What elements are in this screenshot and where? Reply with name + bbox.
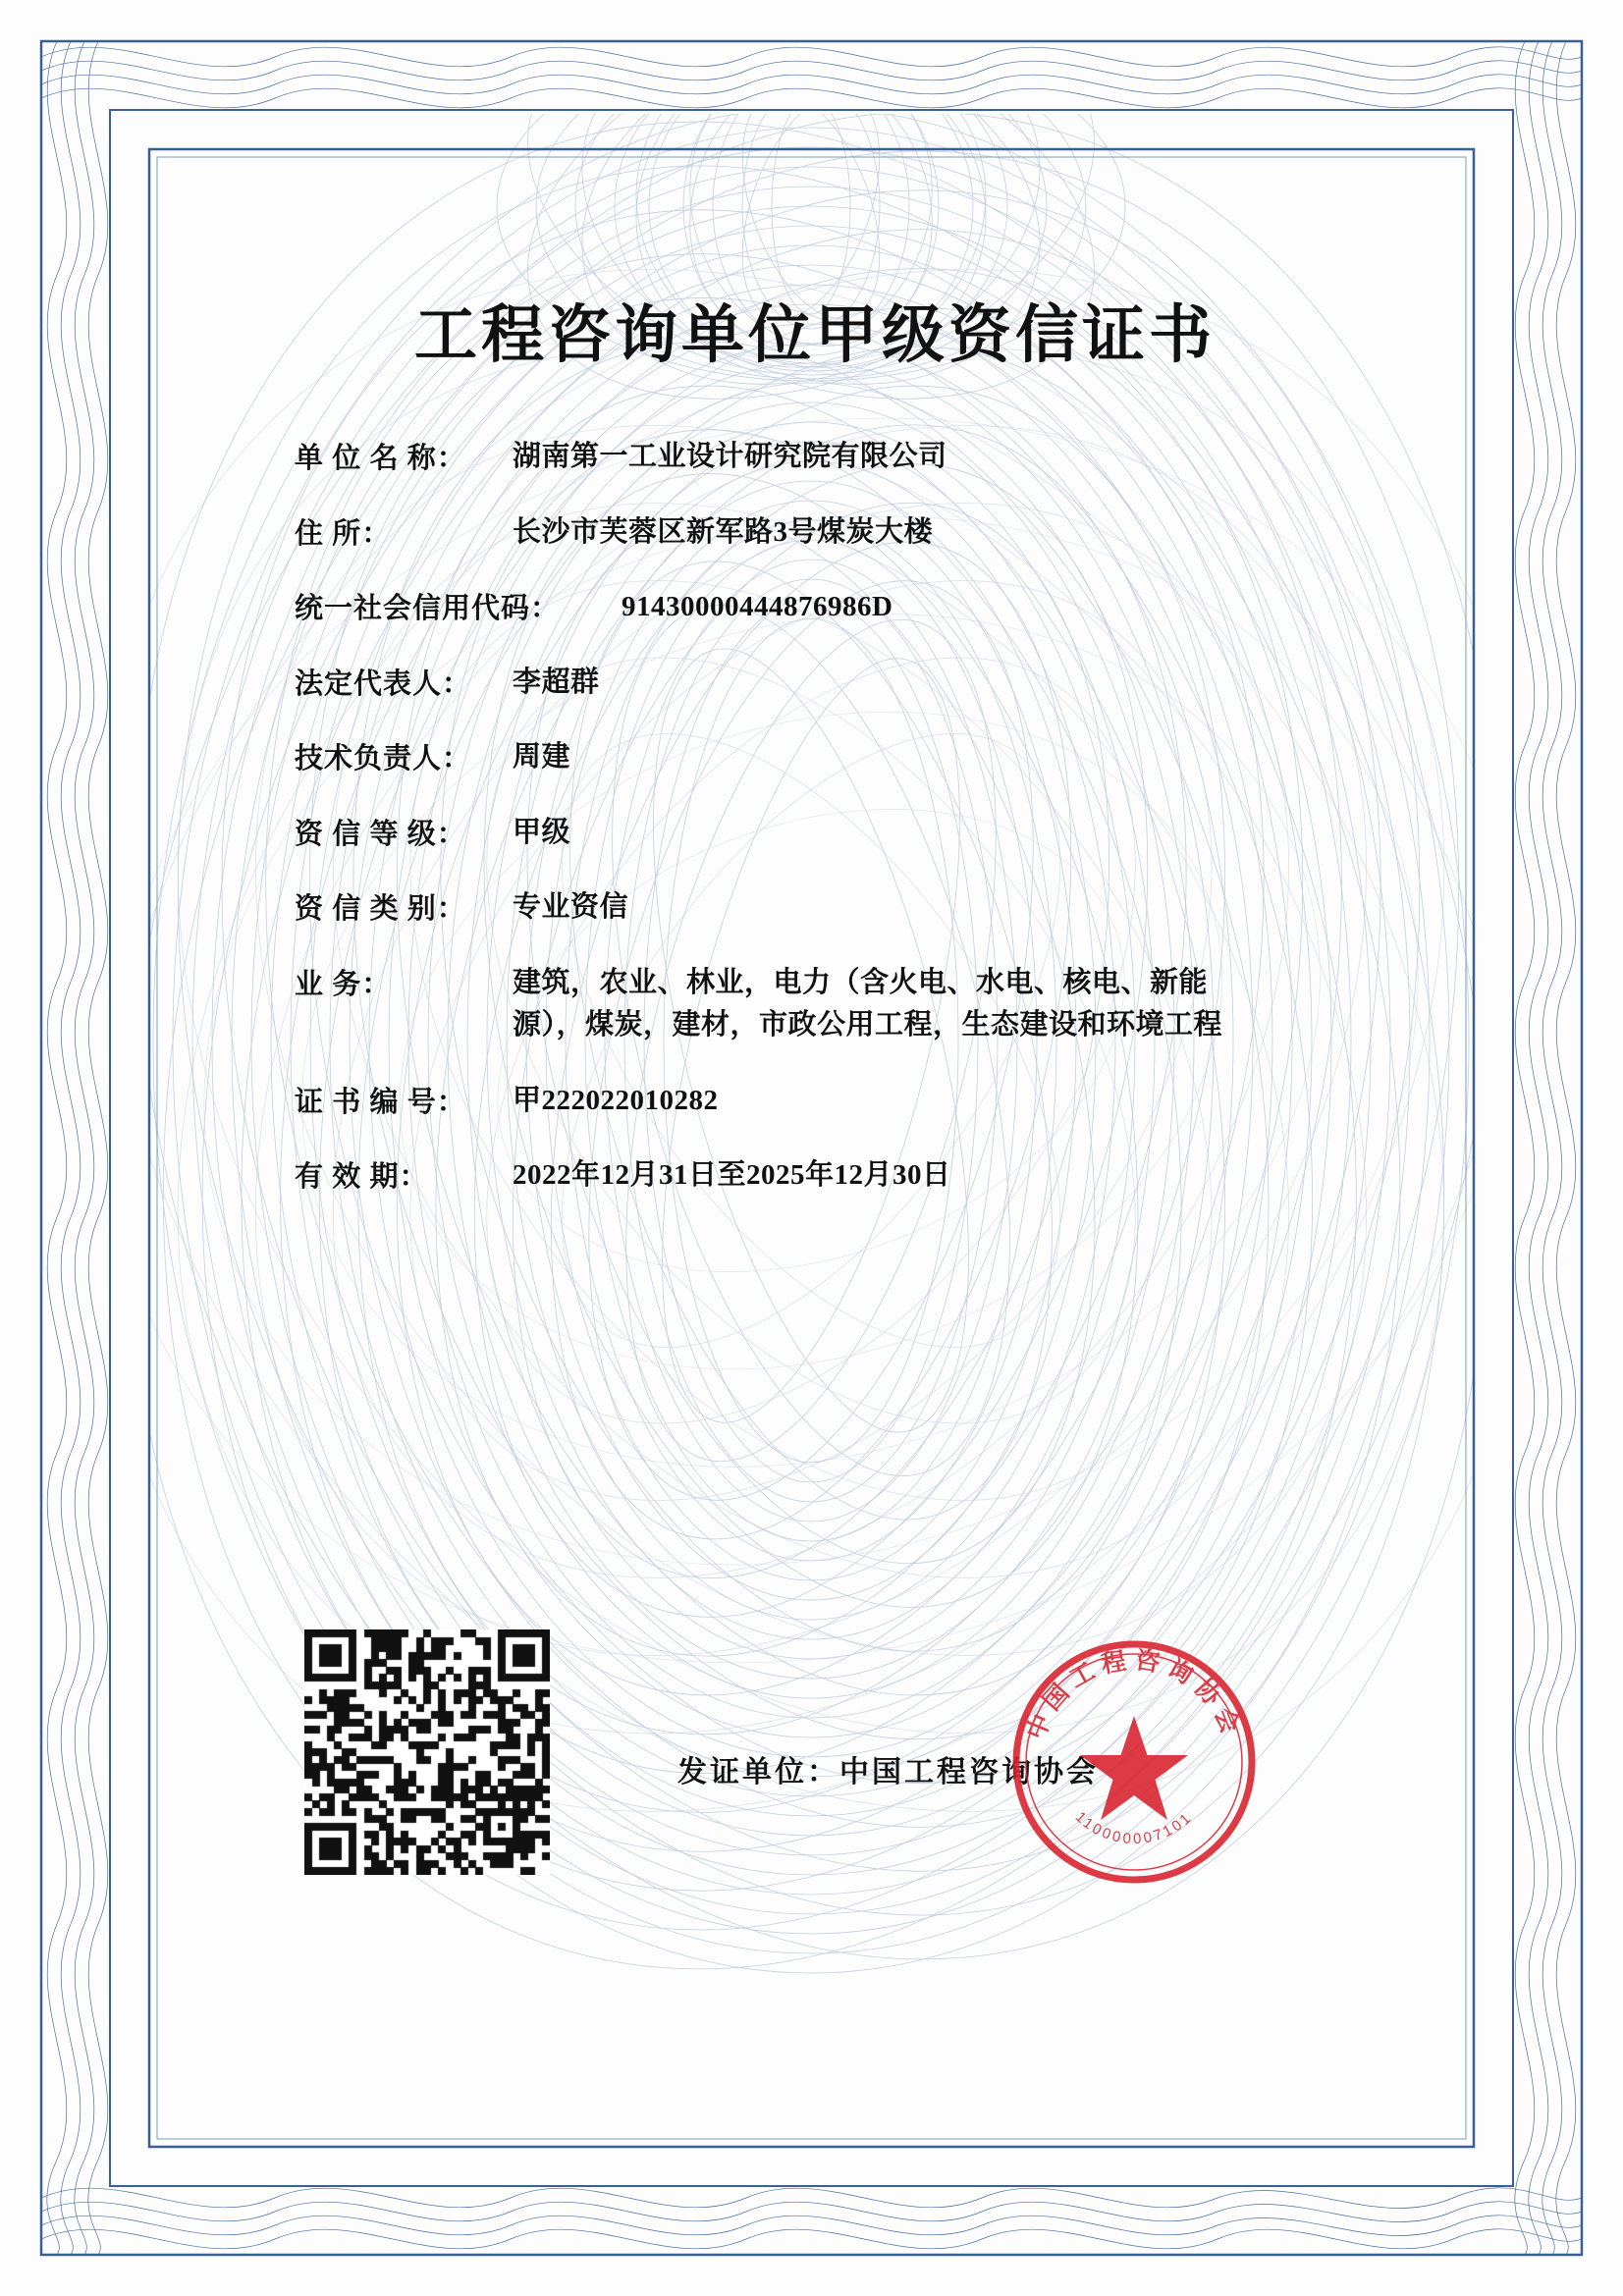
field-company-name bbox=[295, 436, 1443, 479]
field-label: 单 位 名 称： bbox=[295, 443, 466, 474]
field-list bbox=[295, 436, 1443, 1198]
field-label: 证 书 编 号： bbox=[295, 1086, 466, 1118]
issuer-label: 发证单位： bbox=[677, 1756, 839, 1789]
field-business-scope bbox=[295, 962, 1443, 1047]
field-credit-category bbox=[295, 886, 1443, 930]
field-label: 法定代表人： bbox=[295, 667, 472, 700]
seal-top-text bbox=[0, 0, 1, 1]
field-value: 2022年12月31日至2025年12月30日 bbox=[513, 1159, 951, 1191]
official-seal bbox=[1001, 1629, 1267, 1895]
field-label: 有 效 期： bbox=[295, 1161, 429, 1193]
field-credit-grade bbox=[295, 812, 1443, 855]
field-value: 长沙市芙蓉区新军路3号煤炭大楼 bbox=[513, 515, 934, 548]
field-technical-director bbox=[295, 736, 1443, 779]
field-label: 业 务： bbox=[295, 968, 392, 1000]
field-value: 91430000444876986D bbox=[622, 591, 893, 622]
field-address bbox=[295, 511, 1443, 555]
page-title: 工程咨询单位甲级资信证书 bbox=[414, 300, 1216, 370]
svg-text:110000007101: 110000007101 bbox=[1071, 1808, 1197, 1848]
seal-bottom-text bbox=[0, 0, 1, 1]
field-legal-representative bbox=[295, 662, 1443, 705]
field-value: 李超群 bbox=[513, 666, 600, 698]
qr-code[interactable] bbox=[304, 1629, 550, 1875]
field-value: 建筑，农业、林业，电力（含火电、水电、核电、新能源），煤炭，建材，市政公用工程，生态建设和环境工程 bbox=[513, 966, 1223, 1041]
field-value: 甲级 bbox=[513, 816, 571, 848]
field-label: 资 信 等 级： bbox=[295, 818, 466, 850]
field-value: 专业资信 bbox=[513, 891, 629, 923]
field-credit-code bbox=[295, 586, 1443, 629]
field-label: 统一社会信用代码： bbox=[295, 593, 561, 624]
field-validity-period bbox=[295, 1154, 1443, 1198]
issuer-name: 中国工程咨询协会 bbox=[839, 1756, 1099, 1789]
field-label: 资 信 类 别： bbox=[295, 893, 466, 925]
svg-text:中国工程咨询协会: 中国工程咨询协会 bbox=[1022, 1646, 1246, 1744]
field-certificate-number bbox=[295, 1080, 1443, 1123]
field-value: 周建 bbox=[513, 741, 571, 773]
field-value: 湖南第一工业设计研究院有限公司 bbox=[513, 441, 947, 472]
certificate-footer bbox=[187, 1610, 1443, 1924]
certificate-content bbox=[187, 285, 1443, 1230]
field-label: 技术负责人： bbox=[295, 743, 472, 774]
field-label: 住 所： bbox=[295, 517, 392, 550]
field-value: 甲222022010282 bbox=[513, 1084, 719, 1116]
